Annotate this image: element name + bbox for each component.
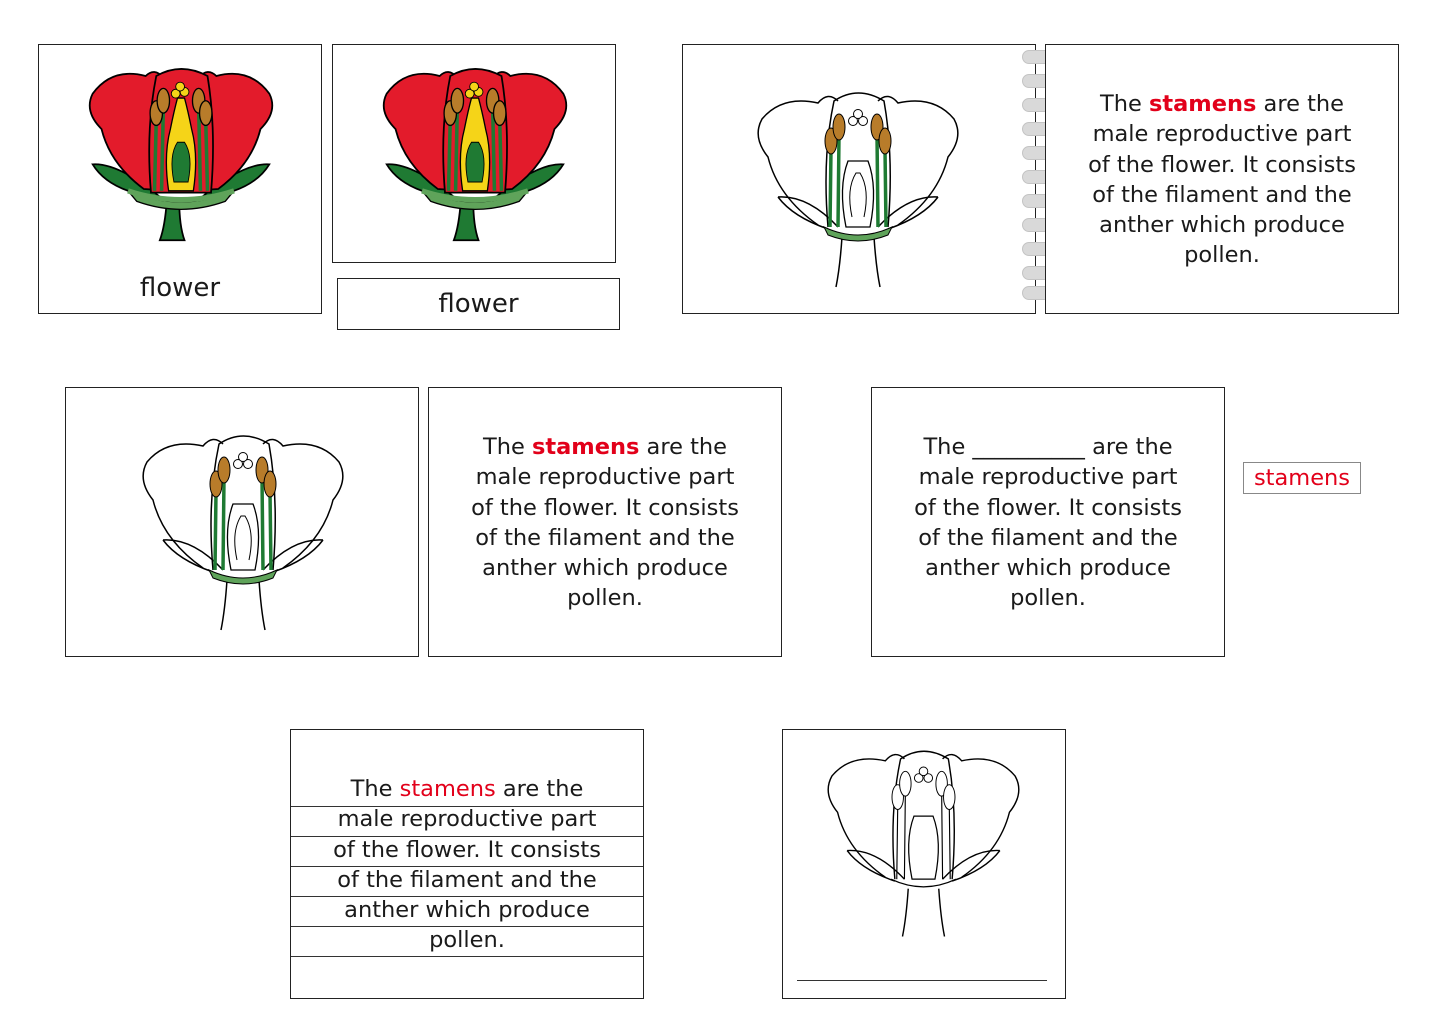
picture-card <box>332 44 616 263</box>
control-card <box>38 44 322 314</box>
term-highlight: stamens <box>531 434 640 460</box>
stamens-flower-picture <box>738 77 978 297</box>
booklet-text-page <box>1045 44 1399 314</box>
flower-picture <box>75 53 287 258</box>
coloring-card <box>782 729 1066 999</box>
ruled-definition-card <box>290 729 644 999</box>
blank-definition-card <box>871 387 1225 657</box>
definition-picture-card <box>65 387 419 657</box>
description-text: The stamens are the male reproductive part of the flower. It consists of the filament and the anther which produce pollen. <box>471 434 739 612</box>
label-card <box>337 278 620 330</box>
term-label-text: stamens <box>1253 465 1351 491</box>
definition-card <box>428 387 782 657</box>
term-highlight: stamens <box>399 776 496 802</box>
label-card-text: flower <box>438 289 519 319</box>
writing-line <box>797 980 1047 981</box>
stamens-flower-picture <box>123 420 363 640</box>
booklet-picture-page <box>682 44 1036 314</box>
control-card-label: flower <box>139 273 221 303</box>
term-label-card <box>1243 462 1361 494</box>
description-text: The stamens are the male reproductive part of the flower. It consists of the filament and the anther which produce pollen. <box>1088 91 1356 269</box>
term-highlight: stamens <box>1148 91 1257 117</box>
outline-flower-picture <box>801 736 1046 946</box>
flower-picture <box>369 53 581 258</box>
ruled-line <box>291 956 643 957</box>
description-text: The stamens are the male reproductive part of the flower. It consists of the filament and the anther which produce pollen. <box>333 776 601 954</box>
description-text-blank: The __________ are the male reproductive part of the flower. It consists of the filament and the anther which produce pollen. <box>914 434 1182 612</box>
